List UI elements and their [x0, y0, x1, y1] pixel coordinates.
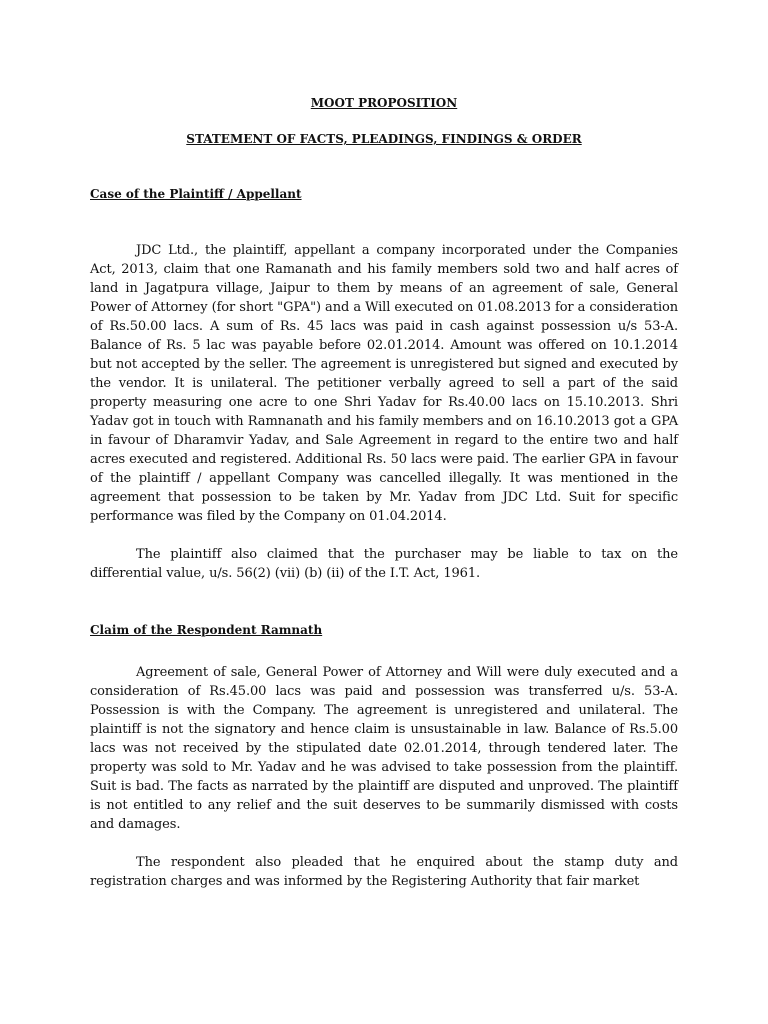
section-heading-plaintiff: Case of the Plaintiff / Appellant [90, 187, 302, 201]
document-title: MOOT PROPOSITION [310, 96, 458, 110]
plaintiff-paragraph-1: JDC Ltd., the plaintiff, appellant a company incorporated under the Companies Act, 2013, claim that one Ramanath and his family members sold two and half acres of land in Jagatpura village, Jaipur to them by means of an agreement of sale, General Power of Attorney (for short "GPA") and a Will executed on 01.08.2013 for a consideration of Rs.50.00 lacs. A sum of Rs. 45 lacs was paid in cash against possession u/s 53-A. Balance of Rs. 5 lac was payable before 02.01.2014. Amount was offered on 10.1.2014 but not accepted by the seller. The agreement is unregistered but signed and executed by the vendor. It is unilateral. The petitioner verbally agreed to sell a part of the said property measuring one acre to one Shri Yadav for Rs.40.00 lacs on 15.10.2013. Shri Yadav got in touch with Ramnanath and his family members and on 16.10.2013 got a GPA in favour of Dharamvir Yadav, and Sale Agreement in regard to the entire two and half acres executed and registered. Additional Rs. 50 lacs were paid. The earlier GPA in favour of the plaintiff / appellant Company was cancelled illegally. It was mentioned in the agreement that possession to be taken by Mr. Yadav from JDC Ltd. Suit for specific performance was filed by the Company on 01.04.2014. [90, 243, 678, 524]
document-subtitle: STATEMENT OF FACTS, PLEADINGS, FINDINGS & ORDER [186, 132, 582, 146]
plaintiff-paragraph-2: The plaintiff also claimed that the purchaser may be liable to tax on the differential value, u/s. 56(2) (vii) (b) (ii) of the I.T. Act, 1961. [90, 547, 678, 581]
section-heading-respondent: Claim of the Respondent Ramnath [90, 623, 323, 637]
respondent-paragraph-1: Agreement of sale, General Power of Attorney and Will were duly executed and a consideration of Rs.45.00 lacs was paid and possession was transferred u/s. 53-A. Possession is with the Company. The agreement is unregistered and unilateral. The plaintiff is not the signatory and hence claim is unsustainable in law. Balance of Rs.5.00 lacs was not received by the stipulated date 02.01.2014, through tendered later. The property was sold to Mr. Yadav and he was advised to take possession from the plaintiff. Suit is bad. The facts as narrated by the plaintiff are disputed and unproved. The plaintiff is not entitled to any relief and the suit deserves to be summarily dismissed with costs and damages. [90, 665, 678, 832]
respondent-paragraph-2: The respondent also pleaded that he enquired about the stamp duty and registration charges and was informed by the Registering Authority that fair market [90, 855, 678, 889]
document-page [90, 94, 678, 891]
